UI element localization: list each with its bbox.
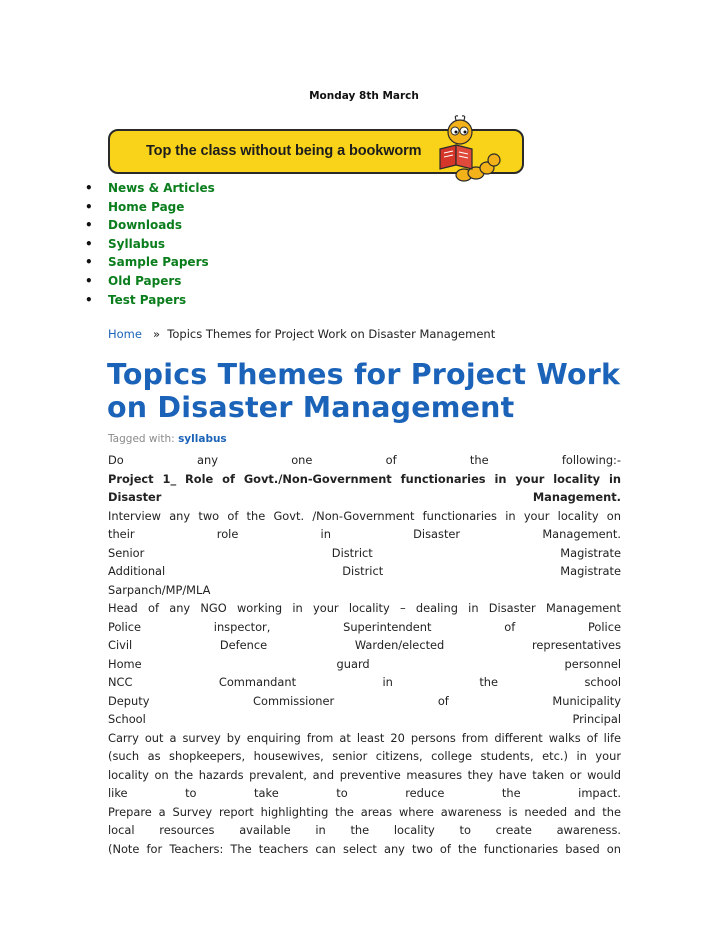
tagged-label: Tagged with:: [108, 433, 175, 445]
breadcrumb-home-link[interactable]: Home: [108, 327, 142, 341]
article-line: Interview any two of the Govt. /Non-Government functionaries in your locality on: [108, 508, 621, 523]
article-line: (Note for Teachers: The teachers can select any two of the functionaries based on: [108, 841, 621, 856]
tag-link-syllabus[interactable]: syllabus: [178, 433, 227, 445]
bullet: •: [85, 199, 93, 214]
article-line: like to take to reduce the impact.: [108, 786, 621, 800]
nav-menu: [65, 179, 215, 309]
article-line: Senior District Magistrate: [108, 545, 621, 560]
bullet: •: [85, 292, 93, 307]
article-line: Prepare a Survey report highlighting the areas where awareness is needed and the: [108, 804, 621, 819]
nav-item-label: Test Papers: [108, 292, 187, 307]
nav-item-news-articles[interactable]: [65, 179, 215, 198]
nav-item-label: Downloads: [108, 218, 183, 233]
nav-item-sample-papers[interactable]: [65, 253, 215, 272]
article-line: Disaster Management.: [108, 490, 621, 504]
nav-item-downloads[interactable]: [65, 216, 215, 235]
article-line: (such as shopkeepers, housewives, senior citizens, college students, etc.) in your: [108, 749, 621, 763]
article-line: locality on the hazards prevalent, and preventive measures they have taken or would: [108, 767, 621, 782]
article-line: Head of any NGO working in your locality – dealing in Disaster Management: [108, 601, 621, 615]
bullet: •: [85, 255, 93, 270]
article-line: Home guard personnel: [108, 656, 621, 671]
nav-item-label: News & Articles: [108, 181, 215, 195]
article-line: Carry out a survey by enquiring from at least 20 persons from different walks of life: [108, 730, 621, 745]
nav-item-label: Syllabus: [108, 236, 166, 251]
nav-item-label: Sample Papers: [108, 255, 209, 270]
article-line: School Principal: [108, 712, 621, 726]
breadcrumb-current: Topics Themes for Project Work on Disaster Management: [167, 327, 496, 341]
article-line: Police inspector, Superintendent of Police: [108, 619, 621, 634]
article-line: Do any one of the following:-: [108, 453, 621, 467]
article-line: their role in Disaster Management.: [108, 527, 621, 541]
article-line: local resources available in the locality to create awareness.: [108, 823, 621, 837]
article-title: Topics Themes for Project Work on Disaster Management: [107, 358, 621, 424]
article-body: [108, 451, 621, 858]
bullet: •: [85, 181, 93, 195]
page-date: Monday 8th March: [309, 90, 419, 102]
nav-item-test-papers[interactable]: [65, 291, 215, 310]
article-line: NCC Commandant in the school: [108, 675, 621, 689]
bookworm-reading-icon: [434, 115, 504, 183]
nav-item-syllabus[interactable]: [65, 235, 215, 254]
nav-item-label: Old Papers: [108, 273, 182, 288]
nav-item-old-papers[interactable]: [65, 272, 215, 291]
bullet: •: [85, 273, 93, 288]
tag-line: [108, 433, 227, 445]
banner-text: Top the class without being a bookworm: [146, 143, 422, 159]
bullet: •: [85, 236, 93, 251]
article-line: Sarpanch/MP/MLA: [108, 582, 211, 597]
bullet: •: [85, 218, 93, 233]
article-line: Deputy Commissioner of Municipality: [108, 693, 621, 708]
article-line: Additional District Magistrate: [108, 564, 621, 578]
article-line: Civil Defence Warden/elected representatives: [108, 638, 621, 652]
nav-item-label: Home Page: [108, 199, 185, 214]
article-line: Project 1_ Role of Govt./Non-Government functionaries in your locality in: [108, 471, 621, 486]
breadcrumb-separator: »: [152, 327, 160, 341]
nav-item-home-page[interactable]: [65, 198, 215, 217]
breadcrumb: [108, 327, 495, 341]
